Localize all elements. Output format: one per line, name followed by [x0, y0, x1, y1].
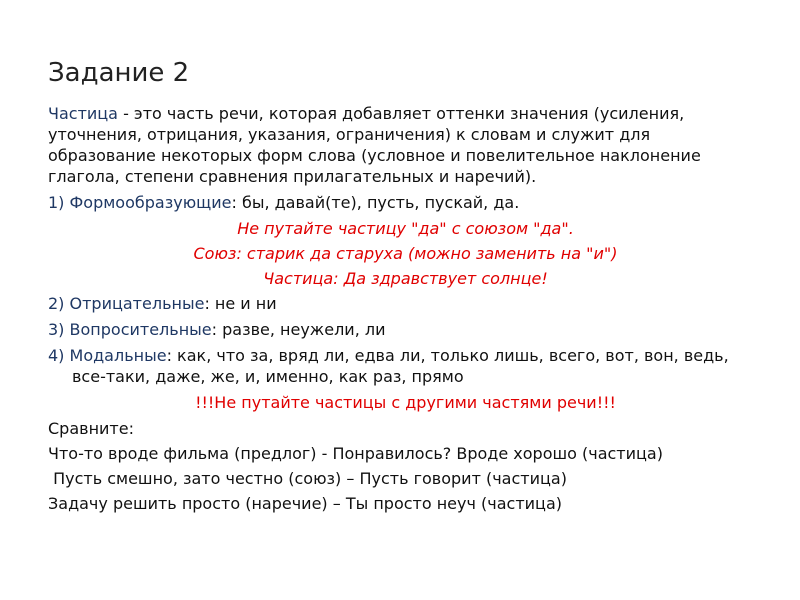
item-number: 1): [48, 193, 65, 212]
compare-heading: Сравните:: [48, 419, 134, 438]
item-text: : разве, неужели, ли: [211, 320, 386, 339]
list-item-1: [48, 192, 763, 213]
warning-line: !!!Не путайте частицы с другими частями речи!!!: [195, 393, 616, 412]
slide-title: Задание 2: [48, 58, 190, 88]
item-label: Модальные: [69, 346, 167, 365]
item-number: 2): [48, 294, 65, 313]
definition-paragraph: [48, 103, 763, 187]
note-line-2: Союз: старик да старуха (можно заменить на "и"): [193, 244, 618, 263]
compare-line-1: Что-то вроде фильма (предлог) - Понравилось? Вроде хорошо (частица): [48, 444, 663, 463]
item-label: Отрицательные: [69, 294, 205, 313]
compare-line-3: Задачу решить просто (наречие) – Ты просто неуч (частица): [48, 494, 562, 513]
list-item-2: [48, 293, 763, 314]
item-label: Формообразующие: [69, 193, 232, 212]
slide-content: [48, 103, 763, 518]
list-item-3: [48, 319, 763, 340]
item-text: : как, что за, вряд ли, едва ли, только лишь, всего, вот, вон, ведь, все-таки, даже, же, и, именно, как раз, прямо: [72, 346, 729, 386]
item-text: : бы, давай(те), пусть, пускай, да.: [231, 193, 520, 212]
item-number: 4): [48, 346, 65, 365]
note-line-1: Не путайте частицу "да" с союзом "да".: [237, 219, 574, 238]
item-text: : не и ни: [204, 294, 277, 313]
definition-text: - это часть речи, которая добавляет оттенки значения (усиления, уточнения, отрицания, указания, ограничения) к словам и служит для образование некоторых форм слова (условное и повелительное наклонение глагола, степени сравнения прилагательных и наречий).: [48, 104, 701, 186]
list-item-4: [48, 345, 763, 387]
item-label: Вопросительные: [69, 320, 212, 339]
note-line-3: Частица: Да здравствует солнце!: [263, 269, 548, 288]
compare-line-2: Пусть смешно, зато честно (союз) – Пусть говорит (частица): [48, 469, 567, 488]
item-number: 3): [48, 320, 65, 339]
definition-term: Частица: [48, 104, 118, 123]
